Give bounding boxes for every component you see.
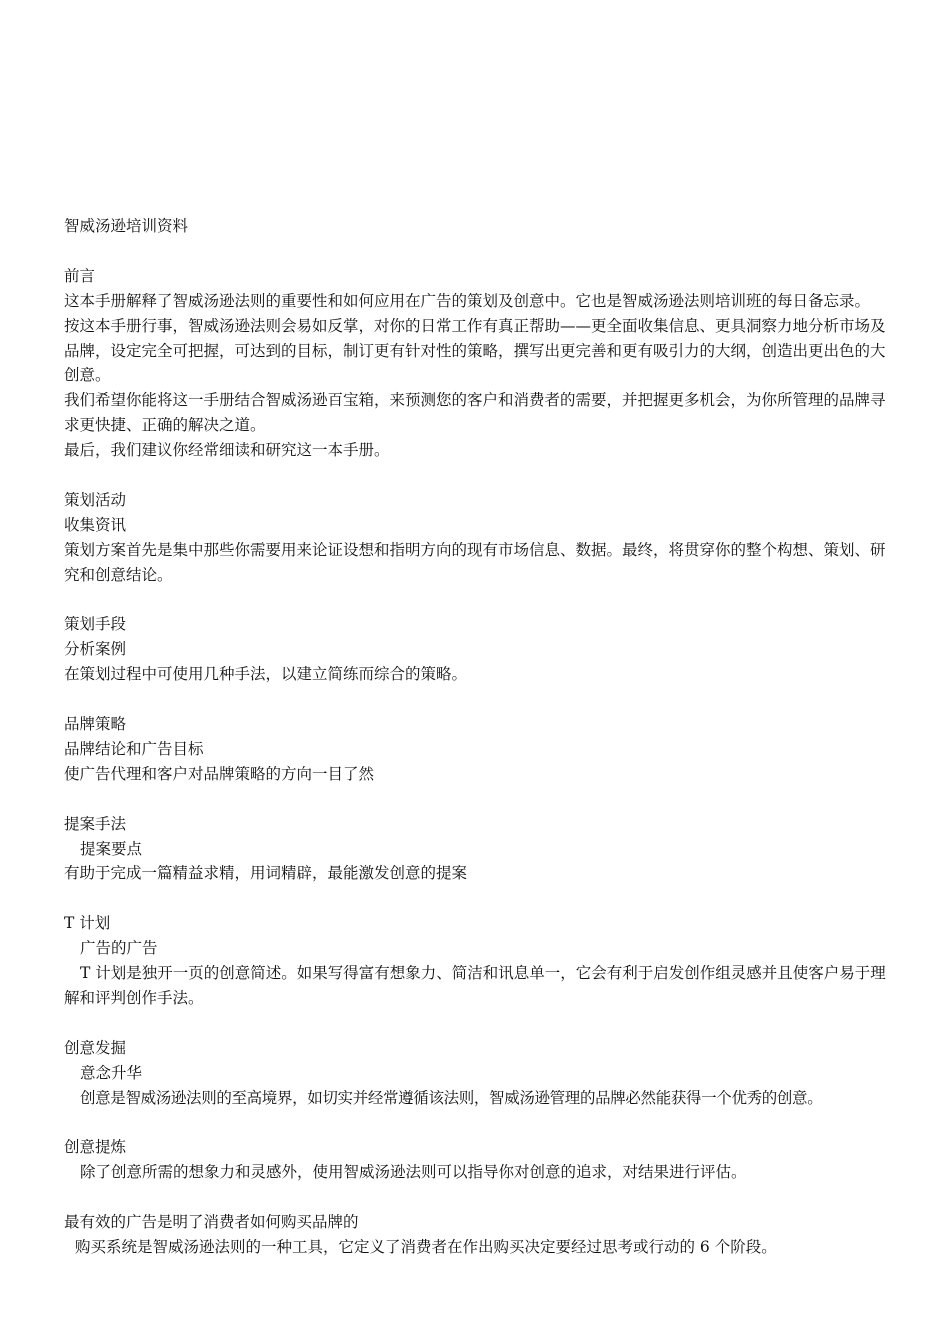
- section-subheading-proposal-points: 提案要点: [80, 839, 143, 858]
- spacer: [64, 588, 894, 613]
- section-body-planning-means: 在策划过程中可使用几种手法，以建立简练而综合的策略。: [64, 665, 468, 684]
- section-subheading-idea-sublimation: 意念升华: [80, 1063, 143, 1082]
- section-subheading-case-analysis: 分析案例: [64, 640, 127, 659]
- spacer: [64, 1185, 894, 1210]
- section-subheading-collect-info: 收集资讯: [64, 515, 127, 534]
- spacer: [64, 787, 894, 812]
- preface-paragraph-1: 这本手册解释了智威汤逊法则的重要性和如何应用在广告的策划及创意中。它也是智威汤逊法则培训班的每日备忘录。: [64, 291, 871, 310]
- preface-paragraph-3: 我们希望你能将这一手册结合智威汤逊百宝箱，来预测您的客户和消费者的需要，并把握更多机会，为你所管理的品牌寻求更快捷、正确的解决之道。: [64, 391, 886, 435]
- section-heading-creative-refine: 创意提炼: [64, 1138, 127, 1157]
- preface-paragraph-2: 按这本手册行事，智威汤逊法则会易如反掌，对你的日常工作有真正帮助——更全面收集信息、更具洞察力地分析市场及品牌，设定完全可把握，可达到的目标，制订更有针对性的策略，撰写出更完善和更有吸引力的大纲，创造出更出色的大创意。: [64, 316, 886, 385]
- section-body-creative-refine: 除了创意所需的想象力和灵感外，使用智威汤逊法则可以指导你对创意的追求，对结果进行评估。: [80, 1163, 747, 1182]
- spacer: [64, 886, 894, 911]
- section-subheading-ad-of-ad: 广告的广告: [80, 939, 158, 958]
- section-heading-creative-discovery: 创意发掘: [64, 1038, 127, 1057]
- spacer: [64, 463, 894, 488]
- spacer: [64, 1111, 894, 1136]
- preface-paragraph-4: 最后，我们建议你经常细读和研究这一本手册。: [64, 441, 390, 460]
- spacer: [64, 239, 894, 264]
- section-body-t-plan: [64, 961, 894, 1011]
- section-body-creative-discovery: 创意是智威汤逊法则的至高境界，如切实并经常遵循该法则，智威汤逊管理的品牌必然能获得一个优秀的创意。: [80, 1088, 823, 1107]
- section-heading-planning-means: 策划手段: [64, 615, 127, 634]
- section-subheading-brand-conclusion: 品牌结论和广告目标: [64, 739, 204, 758]
- section-heading-effective-ads: 最有效的广告是明了消费者如何购买品牌的: [64, 1213, 359, 1232]
- section-body-effective-ads: 购买系统是智威汤逊法则的一种工具，它定义了消费者在作出购买决定要经过思考或行动的 6 个阶段。: [75, 1238, 777, 1257]
- section-body-proposal-method: 有助于完成一篇精益求精，用词精辟，最能激发创意的提案: [64, 864, 468, 883]
- section-body-t-plan-text: T 计划是独开一页的创意简述。如果写得富有想象力、简洁和讯息单一，它会有利于启发创作组灵感并且使客户易于理解和评判创作手法。: [64, 964, 886, 1007]
- preface-heading: 前言: [64, 266, 96, 285]
- section-heading-proposal-method: 提案手法: [64, 814, 127, 833]
- section-body-planning-activity: 策划方案首先是集中那些你需要用来论证设想和指明方向的现有市场信息、数据。最终，将贯穿你的整个构想、策划、研究和创意结论。: [64, 540, 886, 584]
- section-body-brand-strategy: 使广告代理和客户对品牌策略的方向一目了然: [64, 764, 375, 783]
- section-heading-brand-strategy: 品牌策略: [64, 715, 127, 734]
- spacer: [64, 687, 894, 712]
- section-heading-t-plan: T 计划: [64, 914, 111, 933]
- document-page: [64, 214, 894, 1260]
- section-heading-planning-activity: 策划活动: [64, 490, 127, 509]
- document-title: 智威汤逊培训资料: [64, 217, 189, 235]
- spacer: [64, 1011, 894, 1036]
